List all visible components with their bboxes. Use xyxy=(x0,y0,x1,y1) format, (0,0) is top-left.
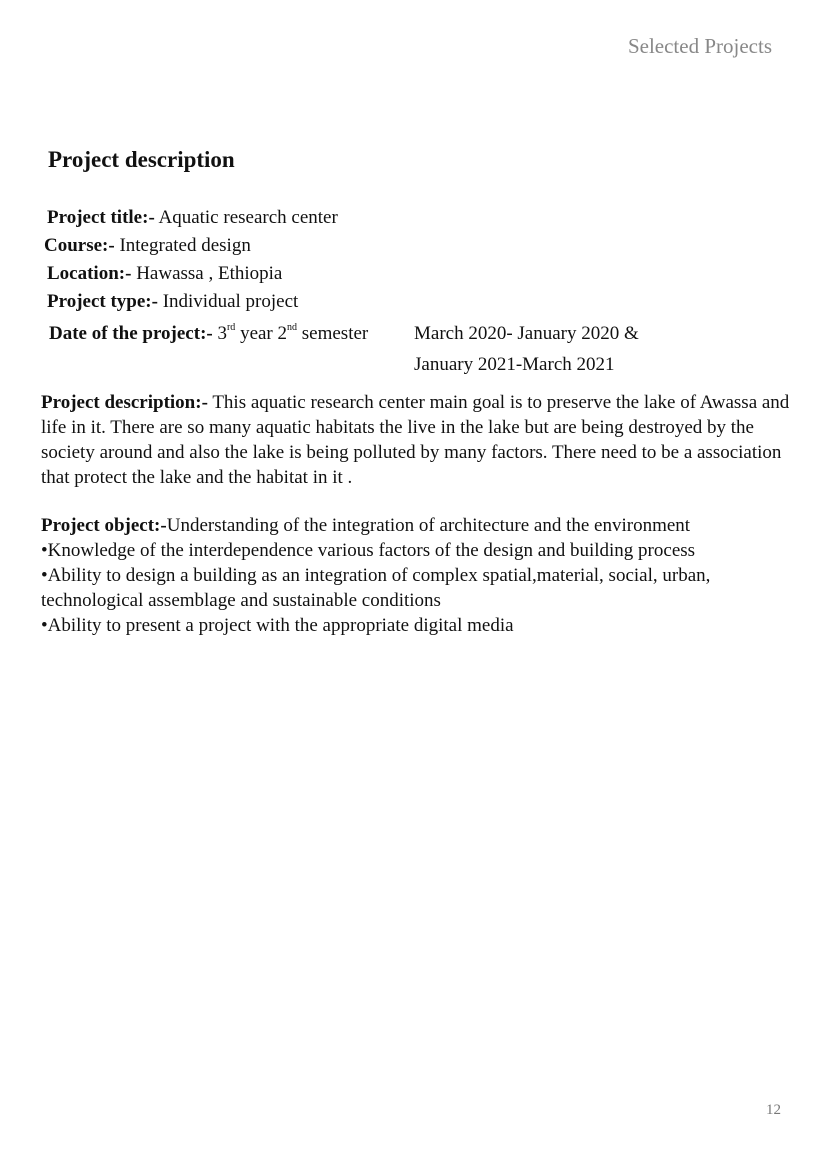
project-description-text: This aquatic research center main goal is to preserve the lake of Awassa and life in it. There are so many aquatic habitats the live in the lake but are being destroyed by the society around and also the lake is being polluted by many factors. There need to be a association that protect the lake and the habitat in it . xyxy=(41,392,790,488)
project-description-paragraph xyxy=(41,390,801,490)
running-header: Selected Projects xyxy=(627,34,772,58)
location-line xyxy=(47,263,282,285)
course-label: Course:- xyxy=(44,235,115,256)
objective-item: •Knowledge of the interdependence various factors of the design and building process xyxy=(41,540,696,561)
project-objectives xyxy=(41,513,801,638)
course-value: Integrated design xyxy=(114,235,251,256)
project-type-label: Project type:- xyxy=(47,291,158,312)
project-date-line xyxy=(49,323,368,345)
project-objectives-intro-line xyxy=(41,513,801,538)
project-title-value: Aquatic research center xyxy=(154,207,338,228)
project-date-range-2: January 2021-March 2021 xyxy=(414,354,615,375)
project-title-line xyxy=(47,207,338,229)
project-title-label: Project title:- xyxy=(47,207,155,228)
project-semester-text: semester xyxy=(297,323,369,344)
section-heading: Project description xyxy=(48,147,235,172)
project-description-label: Project description:- xyxy=(41,392,208,413)
project-type-value: Individual project xyxy=(157,291,299,312)
objective-item: •Ability to present a project with the appropriate digital media xyxy=(41,615,514,636)
project-objectives-intro: Understanding of the integration of architecture and the environment xyxy=(166,515,691,536)
project-year-suffix: rd xyxy=(226,322,236,333)
project-objectives-list xyxy=(41,538,801,638)
location-value: Hawassa , Ethiopia xyxy=(131,263,283,284)
course-line xyxy=(44,235,251,257)
project-year-text: year 2 xyxy=(235,323,288,344)
project-date-range-1: March 2020- January 2020 & xyxy=(414,323,639,344)
location-label: Location:- xyxy=(47,263,132,284)
project-type-line xyxy=(47,291,298,313)
project-objectives-label: Project object:- xyxy=(41,515,167,536)
project-semester-suffix: nd xyxy=(287,322,298,333)
objective-item: •Ability to design a building as an integration of complex spatial,material, social, urban, technological assemblage and sustainable conditions xyxy=(41,565,711,611)
project-year-number: 3 xyxy=(212,323,227,344)
project-date-label: Date of the project:- xyxy=(49,323,213,344)
page-number: 12 xyxy=(766,1102,781,1118)
